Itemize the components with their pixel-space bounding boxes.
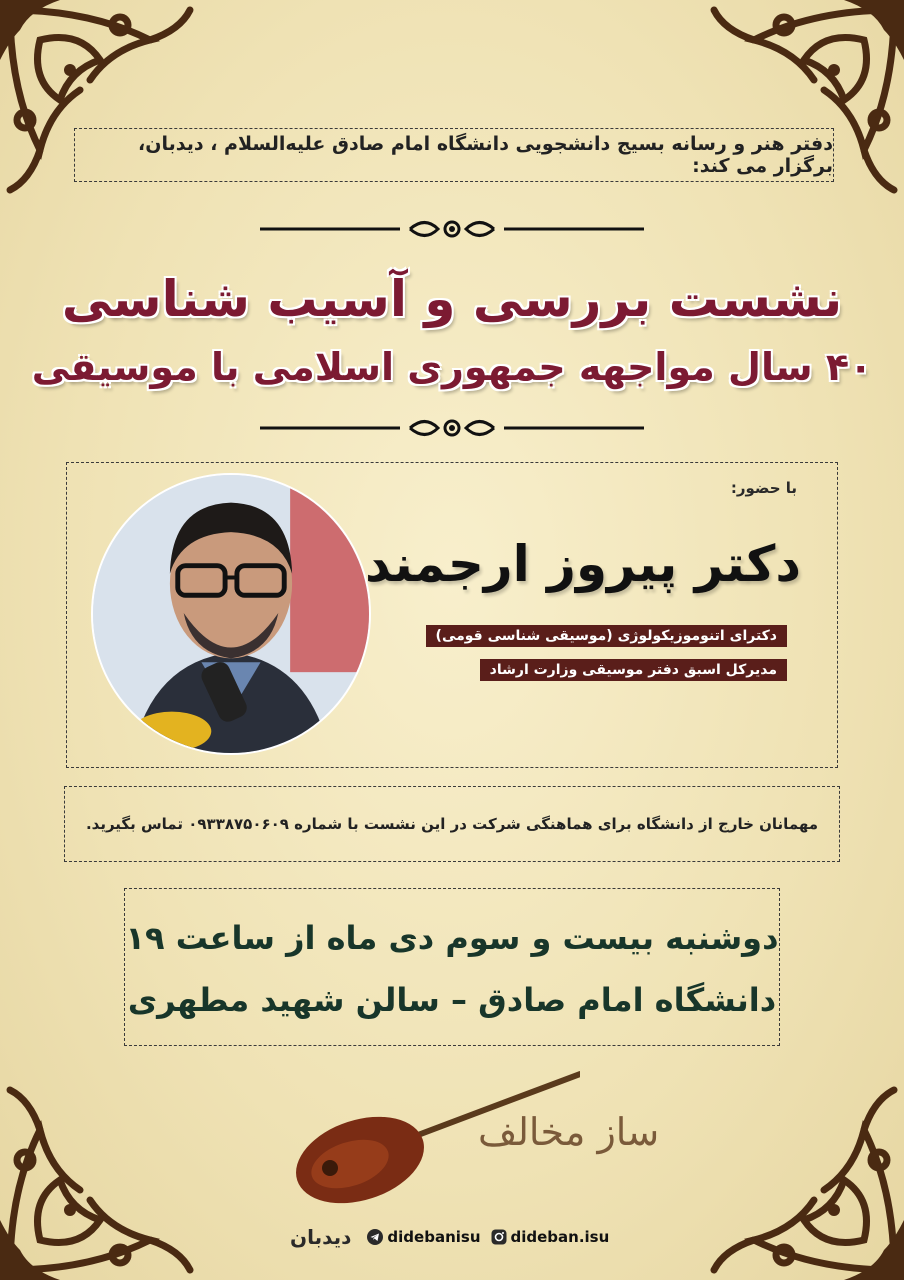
guest-credential-1: دکترای اتنوموزیکولوژی (موسیقی شناسی قومی)	[426, 625, 787, 647]
corner-ornament-icon	[704, 1080, 904, 1280]
brand-logo: دیدبان	[290, 1225, 352, 1249]
telegram-handle[interactable]	[367, 1228, 480, 1246]
schedule-date-time: دوشنبه بیست و سوم دی ماه از ساعت ۱۹	[125, 919, 779, 957]
presence-label: با حضور:	[730, 479, 797, 497]
guest-section	[66, 462, 838, 768]
instagram-handle-text: dideban.isu	[510, 1228, 610, 1246]
guest-name: دکتر پیروز ارجمند	[365, 535, 801, 593]
instagram-icon	[491, 1229, 507, 1245]
telegram-icon	[367, 1229, 383, 1245]
footer	[290, 1224, 609, 1250]
guest-credential-2: مدیرکل اسبق دفتر موسیقی وزارت ارشاد	[480, 659, 787, 681]
title-line-1: نشست بررسی و آسیب شناسی	[61, 270, 843, 328]
schedule-venue: دانشگاه امام صادق – سالن شهید مطهری	[127, 981, 777, 1019]
title-line-2: ۴۰ سال مواجهه جمهوری اسلامی با موسیقی	[31, 345, 873, 389]
corner-ornament-icon	[0, 1080, 200, 1280]
divider-ornament-icon	[260, 413, 644, 443]
divider-ornament-icon	[260, 214, 644, 244]
instagram-handle[interactable]	[491, 1228, 610, 1246]
logo-text: ساز مخالف	[478, 1110, 660, 1154]
organizer-text: دفتر هنر و رسانه بسیج دانشجویی دانشگاه امام صادق علیه‌السلام ، دیدبان، برگزار می کند:	[74, 128, 834, 182]
avatar	[91, 473, 371, 755]
schedule-section	[124, 888, 780, 1046]
telegram-handle-text: didebanisu	[387, 1228, 481, 1246]
contact-note: مهمانان خارج از دانشگاه برای هماهنگی شرکت در این نشست با شماره ۰۹۳۳۸۷۵۰۶۰۹ تماس بگیرید.	[64, 786, 840, 862]
